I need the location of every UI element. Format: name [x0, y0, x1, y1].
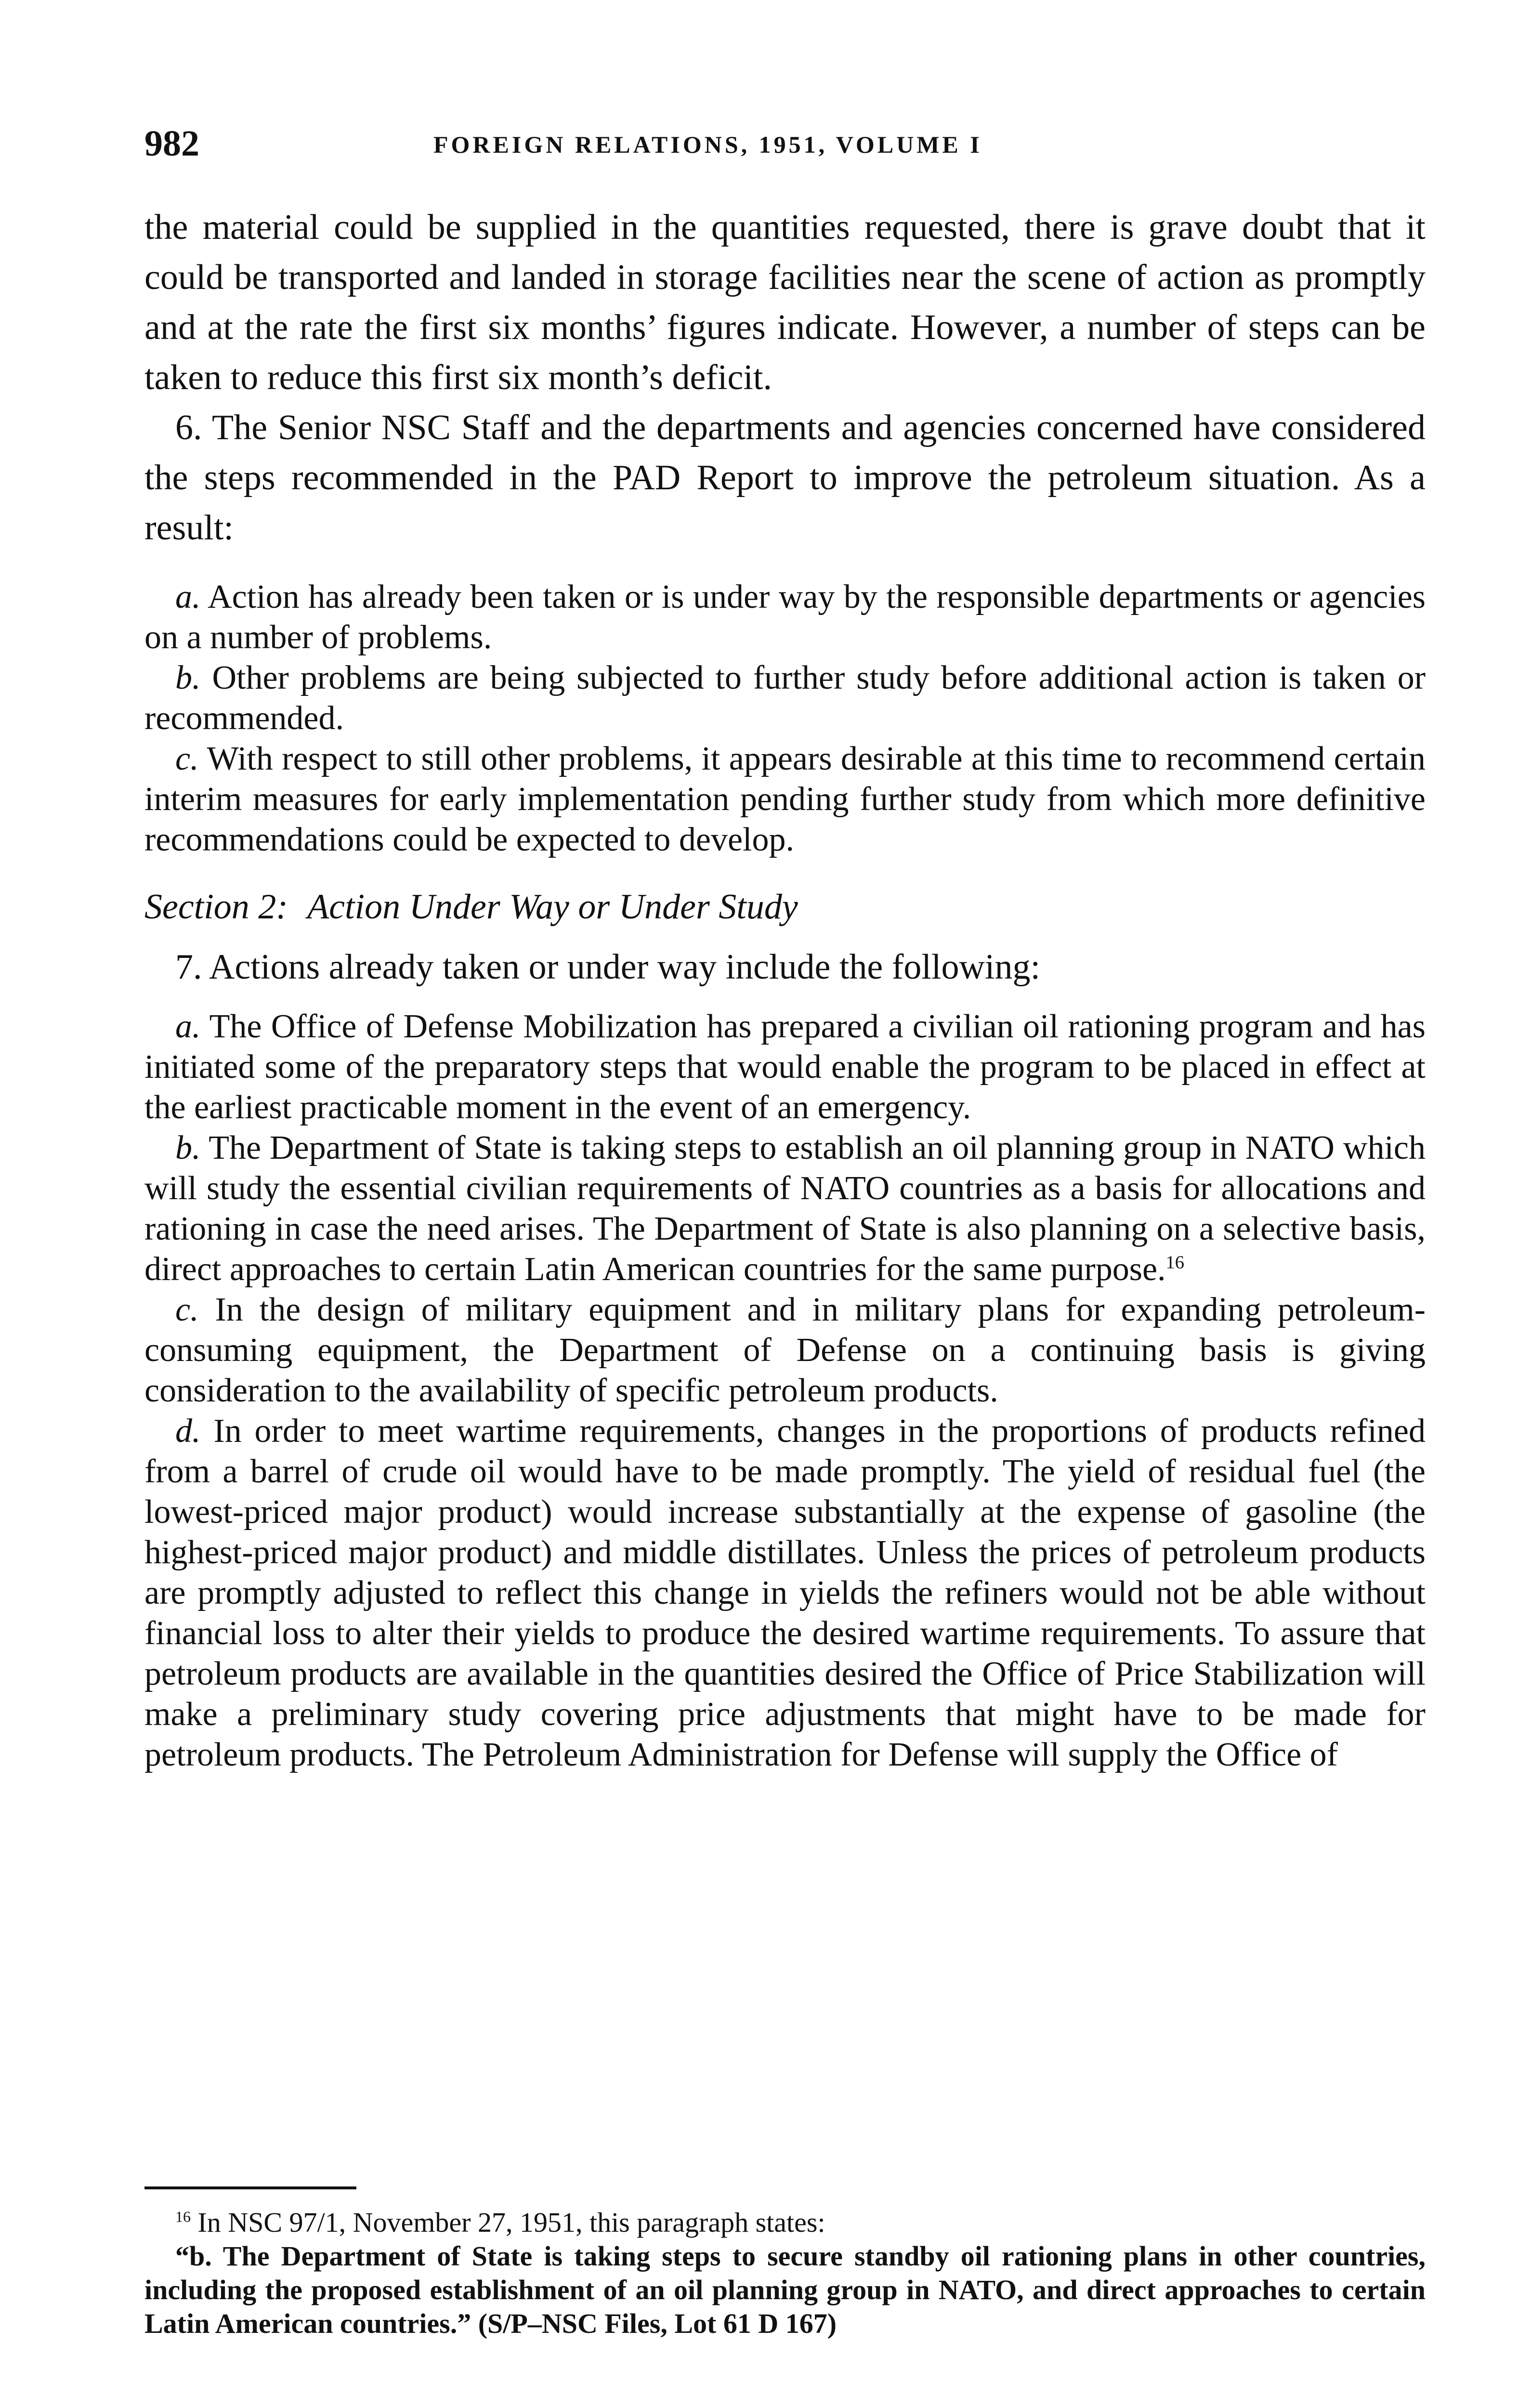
footnote-divider: [144, 2186, 356, 2189]
list-item: [144, 1007, 1426, 1128]
list-item-text: Action has already been taken or is under way by the responsible departments or agencies on a number of problems.: [144, 578, 1426, 656]
list-item-letter: a.: [175, 1008, 201, 1045]
list-item-letter: b.: [175, 659, 201, 696]
list-item-letter: c.: [175, 1291, 199, 1328]
list-item: [144, 658, 1426, 739]
list-item-text: The Office of Defense Mobilization has prepared a civilian oil rationing program and has initiated some of the preparatory steps that would enable the program to be placed in effect at the earliest practicable moment in the event of an emergency.: [144, 1008, 1426, 1126]
section-title: Action Under Way or Under Study: [307, 887, 798, 927]
page-body: [144, 202, 1426, 1775]
footnote-reference[interactable]: 16: [1165, 1252, 1185, 1273]
paragraph-6: 6. The Senior NSC Staff and the departments and agencies concerned have considered the steps recommended in the PAD Report to improve the petroleum situation. As a result:: [144, 408, 1426, 548]
list-item-text: In order to meet wartime requirements, changes in the proportions of products refined from a barrel of crude oil would have to be made promptly. The yield of residual fuel (the lowest-priced major product) would increase substantially at the expense of gasoline (the highest-priced major product) and middle distillates. Unless the prices of petroleum products are promptly adjusted to reflect this change in yields the refiners would not be able without financial loss to alter their yields to produce the desired wartime requirements. To assure that petroleum products are available in the quantities desired the Office of Price Stabilization will make a preliminary study covering price adjustments that might have to be made for petroleum products. The Petroleum Administration for Defense will supply the Office of: [144, 1413, 1426, 1773]
page-header: [144, 123, 1426, 176]
paragraph-7: 7. Actions already taken or under way include the following:: [175, 947, 1041, 987]
section-label: Section 2:: [144, 887, 288, 927]
list-item: [144, 1290, 1426, 1411]
list-item: [144, 1411, 1426, 1775]
list-item: [144, 739, 1426, 860]
footnote-number: 16: [175, 2208, 191, 2225]
section-heading: [144, 887, 1426, 928]
list-item-letter: a.: [175, 578, 201, 615]
paragraph-continuation: the material could be supplied in the quantities requested, there is grave doubt that it could be transported and landed in storage facilities near the scene of action as promptly and at the rate the first six months’ figures indicate. However, a number of steps can be taken to reduce this first six month’s deficit.: [144, 208, 1426, 397]
footnote-16: [144, 2206, 1426, 2239]
list-item: [144, 577, 1426, 658]
footnotes: [144, 2206, 1426, 2341]
page-number: 982: [144, 123, 199, 164]
list-item-letter: b.: [175, 1129, 201, 1166]
footnote-intro: In NSC 97/1, November 27, 1951, this paragraph states:: [197, 2207, 825, 2238]
list-item-text: Other problems are being subjected to further study before additional action is taken or recommended.: [144, 659, 1426, 737]
list-item-text: The Department of State is taking steps to establish an oil planning group in NATO which will study the essential civilian requirements of NATO countries as a basis for allocations and rationing in case the need arises. The Department of State is also planning on a selective basis, direct approaches to certain Latin American countries for the same purpose.: [144, 1129, 1426, 1288]
list-item-letter: c.: [175, 740, 199, 777]
running-head: FOREIGN RELATIONS, 1951, VOLUME I: [433, 131, 982, 158]
list-item-letter: d.: [175, 1413, 201, 1450]
footnote-quote: “b. The Department of State is taking steps to secure standby oil rationing plans in other countries, including the proposed establishment of an oil planning group in NATO, and direct approaches to certain Latin American countries.” (S/P–NSC Files, Lot 61 D 167): [144, 2240, 1426, 2339]
list-paragraph-7: [144, 1007, 1426, 1775]
list-paragraph-6: [144, 577, 1426, 860]
list-item-text: With respect to still other problems, it appears desirable at this time to recommend certain interim measures for early implementation pending further study from which more definitive recommendations could be expected to develop.: [144, 740, 1426, 858]
list-item-text: In the design of military equipment and in military plans for expanding petroleum-consuming equipment, the Department of Defense on a continuing basis is giving consideration to the availability of specific petroleum products.: [144, 1291, 1426, 1409]
list-item: [144, 1128, 1426, 1290]
